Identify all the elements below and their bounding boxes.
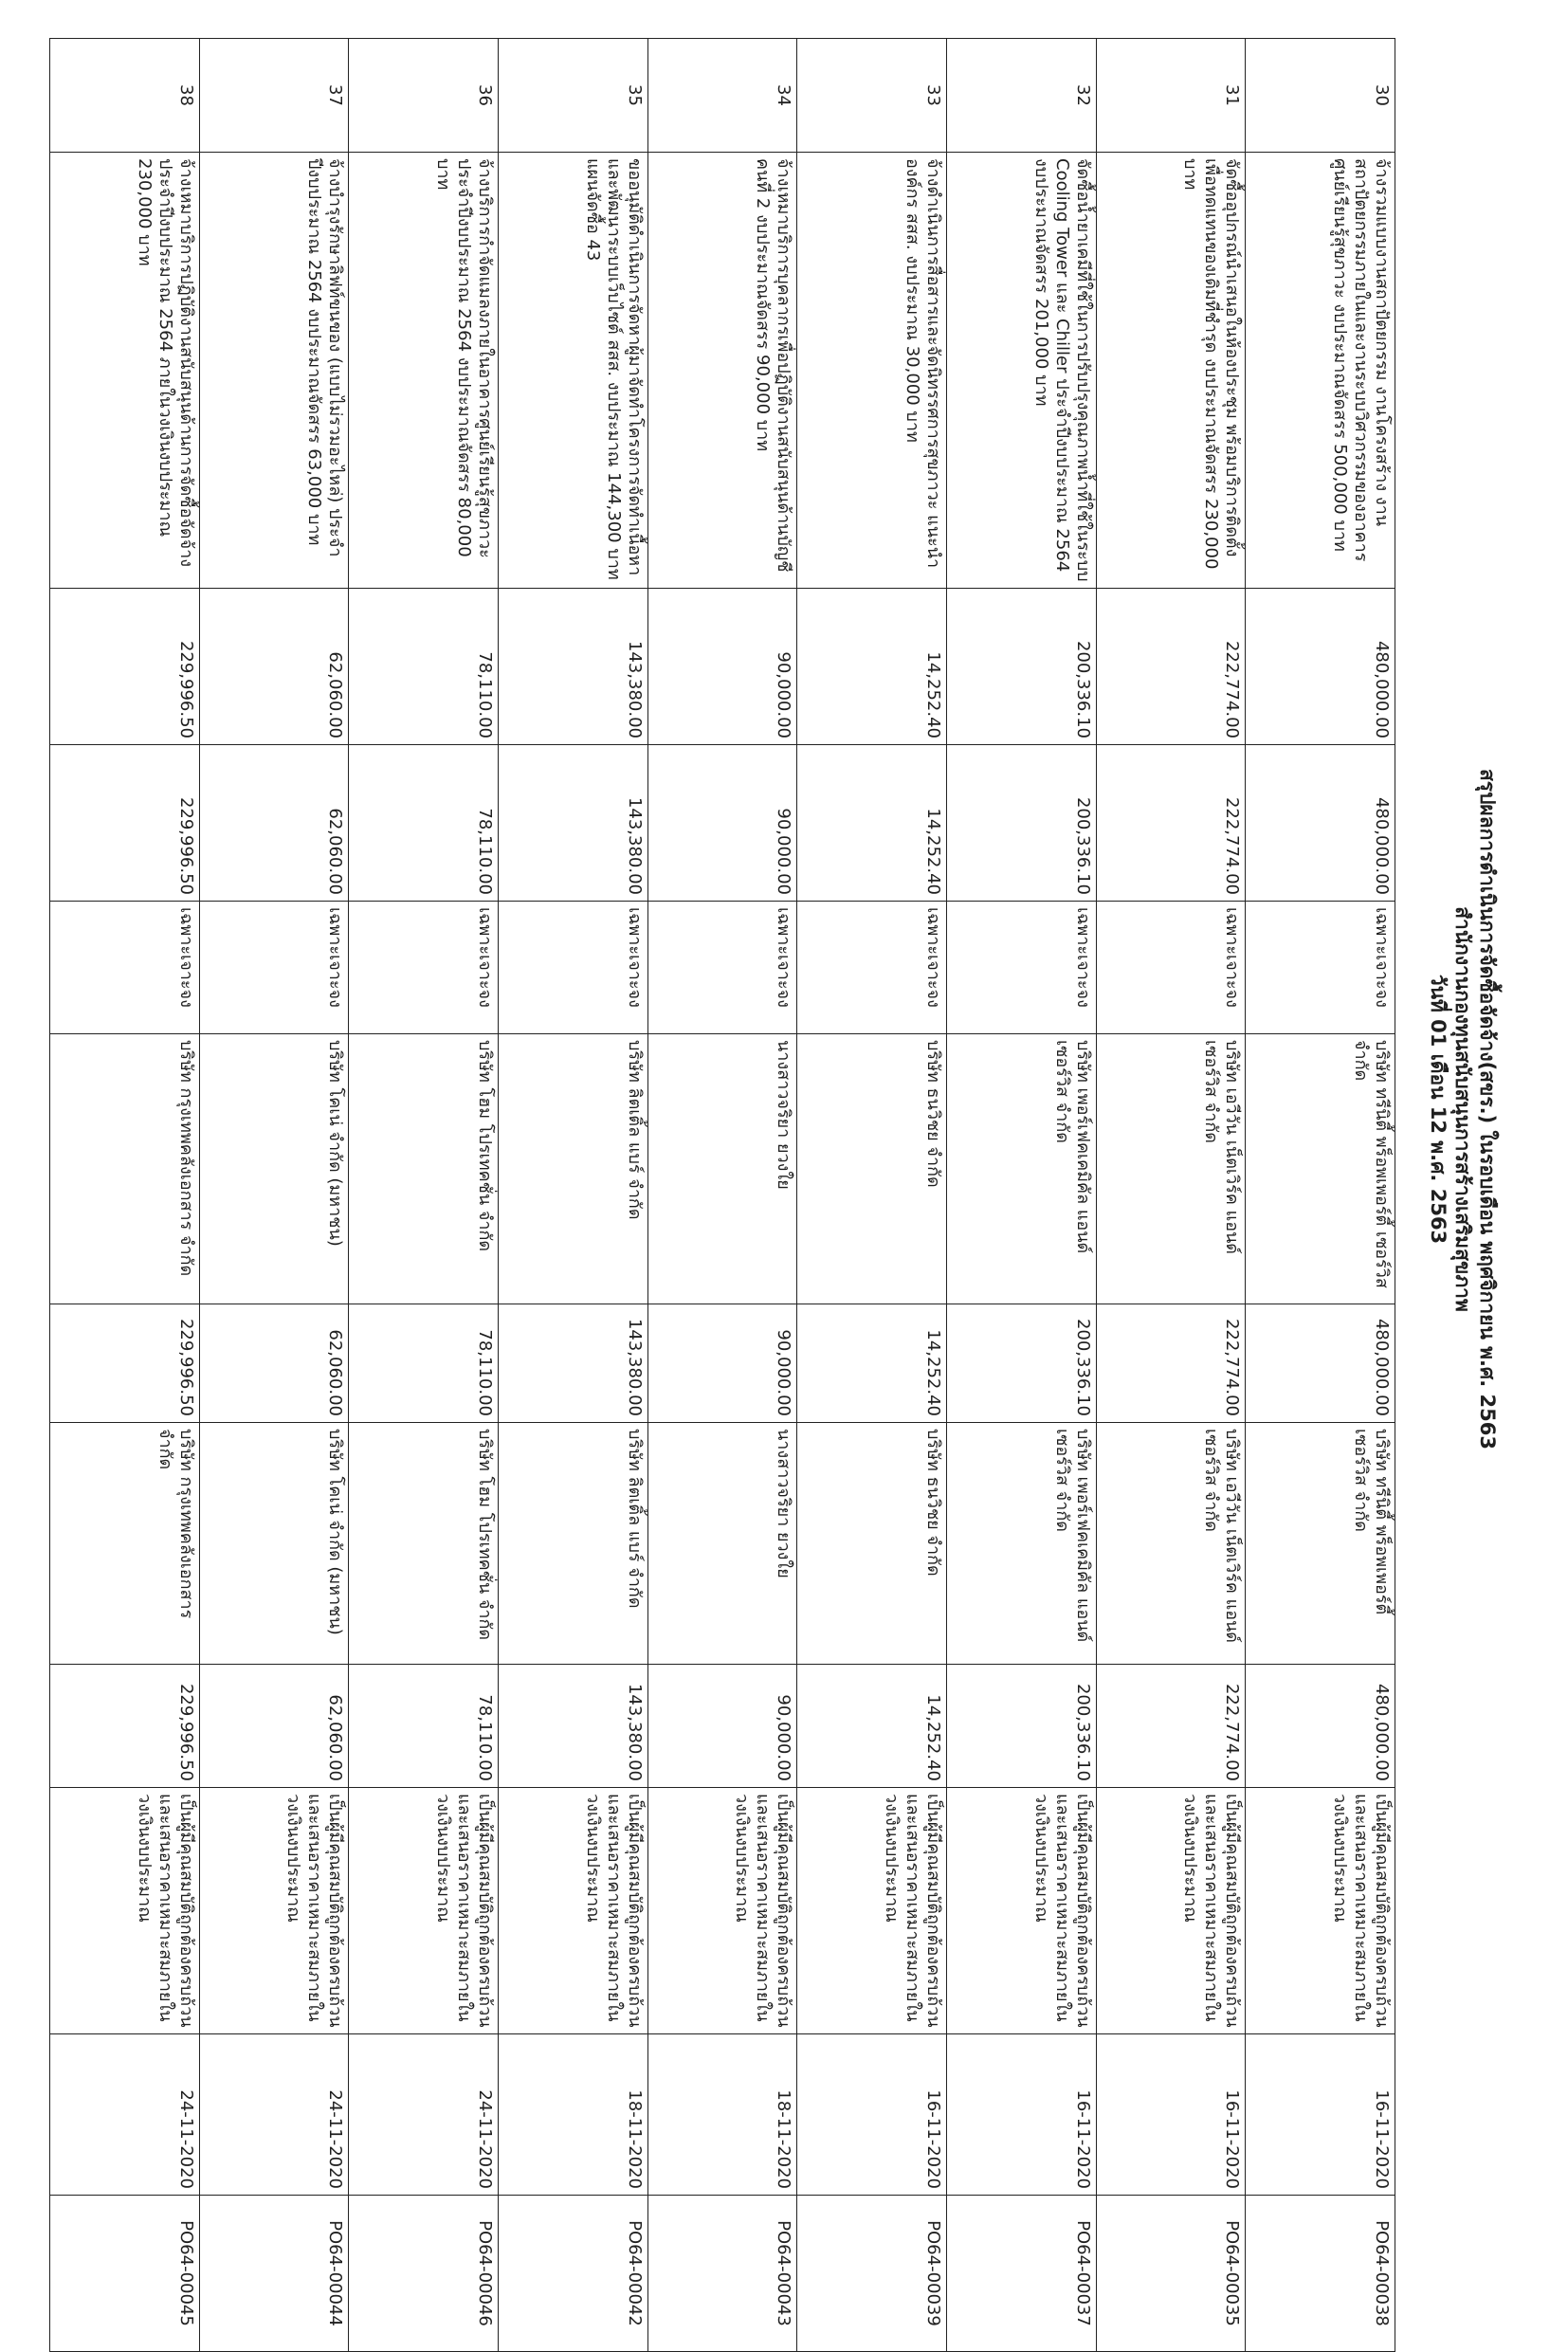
procurement-method: เฉพาะเจาะจง (1096, 902, 1246, 1034)
document-header (1426, 0, 1500, 2218)
table-row (499, 39, 648, 2352)
median-price: 14,252.40 (797, 745, 947, 902)
procurement-method: เฉพาะเจาะจง (797, 902, 947, 1034)
budget-amount: 78,110.00 (349, 589, 499, 745)
row-number: 33 (797, 39, 947, 153)
bidder-name: บริษัท โฮม โปรเทคชั่น จำกัด (349, 1034, 499, 1304)
procurement-method: เฉพาะเจาะจง (349, 902, 499, 1034)
median-price: 222,774.00 (1096, 745, 1246, 902)
bidder-name: บริษัท ธนวิชย จำกัด (797, 1034, 947, 1304)
winner-name: บริษัท ลิตเติ้ล แบร์ จำกัด (499, 1423, 648, 1665)
bidder-name: บริษัท เอวีวัน เน็ตเวิร์ค แอนด์ เซอร์วิส จำกัด (1096, 1034, 1246, 1304)
selection-reason: เป็นผู้มีคุณสมบัติถูกต้องครบถ้วนและเสนอราคาเหมาะสมภายในวงเงินงบประมาณ (647, 1788, 797, 2034)
selection-reason: เป็นผู้มีคุณสมบัติถูกต้องครบถ้วนและเสนอราคาเหมาะสมภายในวงเงินงบประมาณ (349, 1788, 499, 2034)
contract-date: 18-11-2020 (647, 2034, 797, 2196)
row-number: 35 (499, 39, 648, 153)
contract-date: 16-11-2020 (1096, 2034, 1246, 2196)
procurement-method: เฉพาะเจาะจง (1246, 902, 1395, 1034)
selection-reason: เป็นผู้มีคุณสมบัติถูกต้องครบถ้วนและเสนอราคาเหมาะสมภายในวงเงินงบประมาณ (1096, 1788, 1246, 2034)
contract-date: 16-11-2020 (797, 2034, 947, 2196)
bid-price: 222,774.00 (1096, 1304, 1246, 1423)
row-number: 32 (947, 39, 1097, 153)
budget-amount: 222,774.00 (1096, 589, 1246, 745)
item-description: จ้างบำรุงรักษาลิฟท์ขนของ (แบบไม่รวมอะไหล่) ประจำปีงบประมาณ 2564 งบประมาณจัดสรร 63,000 บาท (199, 153, 349, 589)
row-number: 30 (1246, 39, 1395, 153)
bidder-name: บริษัท ลิตเติ้ล แบร์ จำกัด (499, 1034, 648, 1304)
contract-date: 16-11-2020 (1246, 2034, 1395, 2196)
bid-price: 480,000.00 (1246, 1304, 1395, 1423)
budget-amount: 200,336.10 (947, 589, 1097, 745)
bid-price: 143,380.00 (499, 1304, 648, 1423)
winner-price: 90,000.00 (647, 1665, 797, 1788)
bid-price: 78,110.00 (349, 1304, 499, 1423)
winner-name: บริษัท กรุงเทพคลังเอกสาร จำกัด (50, 1423, 200, 1665)
table-row (947, 39, 1097, 2352)
median-price: 200,336.10 (947, 745, 1097, 902)
po-number: PO64-00037 (947, 2196, 1097, 2352)
po-number: PO64-00044 (199, 2196, 349, 2352)
table-row (647, 39, 797, 2352)
winner-price: 222,774.00 (1096, 1665, 1246, 1788)
budget-amount: 14,252.40 (797, 589, 947, 745)
winner-price: 14,252.40 (797, 1665, 947, 1788)
table-row (50, 39, 200, 2352)
median-price: 62,060.00 (199, 745, 349, 902)
selection-reason: เป็นผู้มีคุณสมบัติถูกต้องครบถ้วนและเสนอราคาเหมาะสมภายในวงเงินงบประมาณ (50, 1788, 200, 2034)
budget-amount: 90,000.00 (647, 589, 797, 745)
winner-price: 480,000.00 (1246, 1665, 1395, 1788)
row-number: 31 (1096, 39, 1246, 153)
selection-reason: เป็นผู้มีคุณสมบัติถูกต้องครบถ้วนและเสนอราคาเหมาะสมภายในวงเงินงบประมาณ (947, 1788, 1097, 2034)
winner-name: บริษัท ธนวิชย จำกัด (797, 1423, 947, 1665)
budget-amount: 480,000.00 (1246, 589, 1395, 745)
procurement-method: เฉพาะเจาะจง (499, 902, 648, 1034)
median-price: 480,000.00 (1246, 745, 1395, 902)
winner-name: บริษัท เพอร์เฟคเคมิคัล แอนด์ เซอร์วิส จำกัด (947, 1423, 1097, 1665)
contract-date: 24-11-2020 (349, 2034, 499, 2196)
winner-name: นางสาวจริยา ยวงใย (647, 1423, 797, 1665)
row-number: 34 (647, 39, 797, 153)
selection-reason: เป็นผู้มีคุณสมบัติถูกต้องครบถ้วนและเสนอราคาเหมาะสมภายในวงเงินงบประมาณ (499, 1788, 648, 2034)
bidder-name: บริษัท ทรีนิตี้ พร็อพเพอร์ตี้ เซอร์วิส จำกัด (1246, 1034, 1395, 1304)
item-description: ขออนุมัติดำเนินการจัดหาผู้มาจัดทำโครงการจัดทำเนื้อหาและพัฒนาระบบเว็บไซต์ สสส. งบประมาณ 144,300 บาท แผนจัดซื้อ 43 (499, 153, 648, 589)
contract-date: 24-11-2020 (199, 2034, 349, 2196)
budget-amount: 62,060.00 (199, 589, 349, 745)
winner-name: บริษัท โคเน่ จำกัด (มหาชน) (199, 1423, 349, 1665)
item-description: จ้างบริการกำจัดแมลงภายในอาคารศูนย์เรียนรู้สุขภาวะ ประจำปีงบประมาณ 2564 งบประมาณจัดสรร 80,000 บาท (349, 153, 499, 589)
winner-price: 62,060.00 (199, 1665, 349, 1788)
procurement-method: เฉพาะเจาะจง (947, 902, 1097, 1034)
procurement-rows (50, 39, 1395, 2352)
agency-name: สำนักงานกองทุนสนับสนุนการสร้างเสริมสุขภาพ (1451, 906, 1474, 1312)
contract-date: 16-11-2020 (947, 2034, 1097, 2196)
winner-price: 78,110.00 (349, 1665, 499, 1788)
budget-amount: 143,380.00 (499, 589, 648, 745)
median-price: 143,380.00 (499, 745, 648, 902)
po-number: PO64-00042 (499, 2196, 648, 2352)
winner-name: บริษัท โฮม โปรเทคชั่น จำกัด (349, 1423, 499, 1665)
row-number: 37 (199, 39, 349, 153)
bid-price: 14,252.40 (797, 1304, 947, 1423)
item-description: จ้างรวมแบบงานสถาปัตยกรรม งานโครงสร้าง งานสถาปัตยกรรมภายในและงานระบบวิศวกรรมของอาคารศูนย์เรียนรู้สุขภาวะ งบประมาณจัดสรร 500,000 บาท (1246, 153, 1395, 589)
item-description: จ้างดำเนินการสื่อสารและจัดนิทรรศการสุขภาวะ แนะนำองค์กร สสส. งบประมาณ 30,000 บาท (797, 153, 947, 589)
document-date: วันที่ 01 เดือน 12 พ.ศ. 2563 (1427, 974, 1449, 1245)
po-number: PO64-00035 (1096, 2196, 1246, 2352)
bid-price: 62,060.00 (199, 1304, 349, 1423)
document-title: สรุปผลการดำเนินการจัดซื้อจัดจ้าง(สขร.) ในรอบเดือน พฤศจิกายน พ.ศ. 2563 (1476, 768, 1499, 1449)
selection-reason: เป็นผู้มีคุณสมบัติถูกต้องครบถ้วนและเสนอราคาเหมาะสมภายในวงเงินงบประมาณ (1246, 1788, 1395, 2034)
po-number: PO64-00038 (1246, 2196, 1395, 2352)
po-number: PO64-00039 (797, 2196, 947, 2352)
procurement-method: เฉพาะเจาะจง (50, 902, 200, 1034)
winner-name: บริษัท เอวีวัน เน็ตเวิร์ค แอนด์ เซอร์วิส จำกัด (1096, 1423, 1246, 1665)
row-number: 36 (349, 39, 499, 153)
item-description: จัดซื้อน้ำยาเคมีที่ใช้ในการปรับปรุงคุณภาพน้ำที่ใช้ในระบบ Cooling Tower และ Chiller ประจำปีงบประมาณ 2564 งบประมาณจัดสรร 201,000 บาท (947, 153, 1097, 589)
procurement-method: เฉพาะเจาะจง (647, 902, 797, 1034)
table-row (1246, 39, 1395, 2352)
item-description: จ้างเหมาบริการบุคลากรเพื่อปฏิบัติงานสนับสนุนด้านบัญชี คนที่ 2 งบประมาณจัดสรร 90,000 บาท (647, 153, 797, 589)
budget-amount: 229,996.50 (50, 589, 200, 745)
selection-reason: เป็นผู้มีคุณสมบัติถูกต้องครบถ้วนและเสนอราคาเหมาะสมภายในวงเงินงบประมาณ (199, 1788, 349, 2034)
winner-price: 143,380.00 (499, 1665, 648, 1788)
median-price: 78,110.00 (349, 745, 499, 902)
po-number: PO64-00043 (647, 2196, 797, 2352)
item-description: จ้างเหมาบริการปฏิบัติงานสนับสนุนด้านการจัดซื้อจัดจ้าง ประจำปีงบประมาณ 2564 ภายในวงเงินงบประมาณ 230,000 บาท (50, 153, 200, 589)
contract-date: 24-11-2020 (50, 2034, 200, 2196)
winner-price: 200,336.10 (947, 1665, 1097, 1788)
bid-price: 90,000.00 (647, 1304, 797, 1423)
bidder-name: บริษัท เพอร์เฟคเคมิคัล แอนด์ เซอร์วิส จำกัด (947, 1034, 1097, 1304)
procurement-method: เฉพาะเจาะจง (199, 902, 349, 1034)
winner-name: บริษัท ทรีนิตี้ พร็อพเพอร์ตี้ เซอร์วิส จำกัด (1246, 1423, 1395, 1665)
table-row (1096, 39, 1246, 2352)
bidder-name: บริษัท โคเน่ จำกัด (มหาชน) (199, 1034, 349, 1304)
po-number: PO64-00045 (50, 2196, 200, 2352)
table-row (349, 39, 499, 2352)
po-number: PO64-00046 (349, 2196, 499, 2352)
bidder-name: บริษัท กรุงเทพคลังเอกสาร จำกัด (50, 1034, 200, 1304)
median-price: 229,996.50 (50, 745, 200, 902)
row-number: 38 (50, 39, 200, 153)
median-price: 90,000.00 (647, 745, 797, 902)
contract-date: 18-11-2020 (499, 2034, 648, 2196)
procurement-table (49, 38, 1395, 2352)
table-row (797, 39, 947, 2352)
winner-price: 229,996.50 (50, 1665, 200, 1788)
item-description: จัดซื้ออุปกรณ์นำเสนอในห้องประชุม พร้อมบริการติดตั้งเพื่อทดแทนของเดิมที่ชำรุด งบประมาณจัดสรร 230,000 บาท (1096, 153, 1246, 589)
bid-price: 229,996.50 (50, 1304, 200, 1423)
bid-price: 200,336.10 (947, 1304, 1097, 1423)
table-row (199, 39, 349, 2352)
selection-reason: เป็นผู้มีคุณสมบัติถูกต้องครบถ้วนและเสนอราคาเหมาะสมภายในวงเงินงบประมาณ (797, 1788, 947, 2034)
bidder-name: นางสาวจริยา ยวงใย (647, 1034, 797, 1304)
